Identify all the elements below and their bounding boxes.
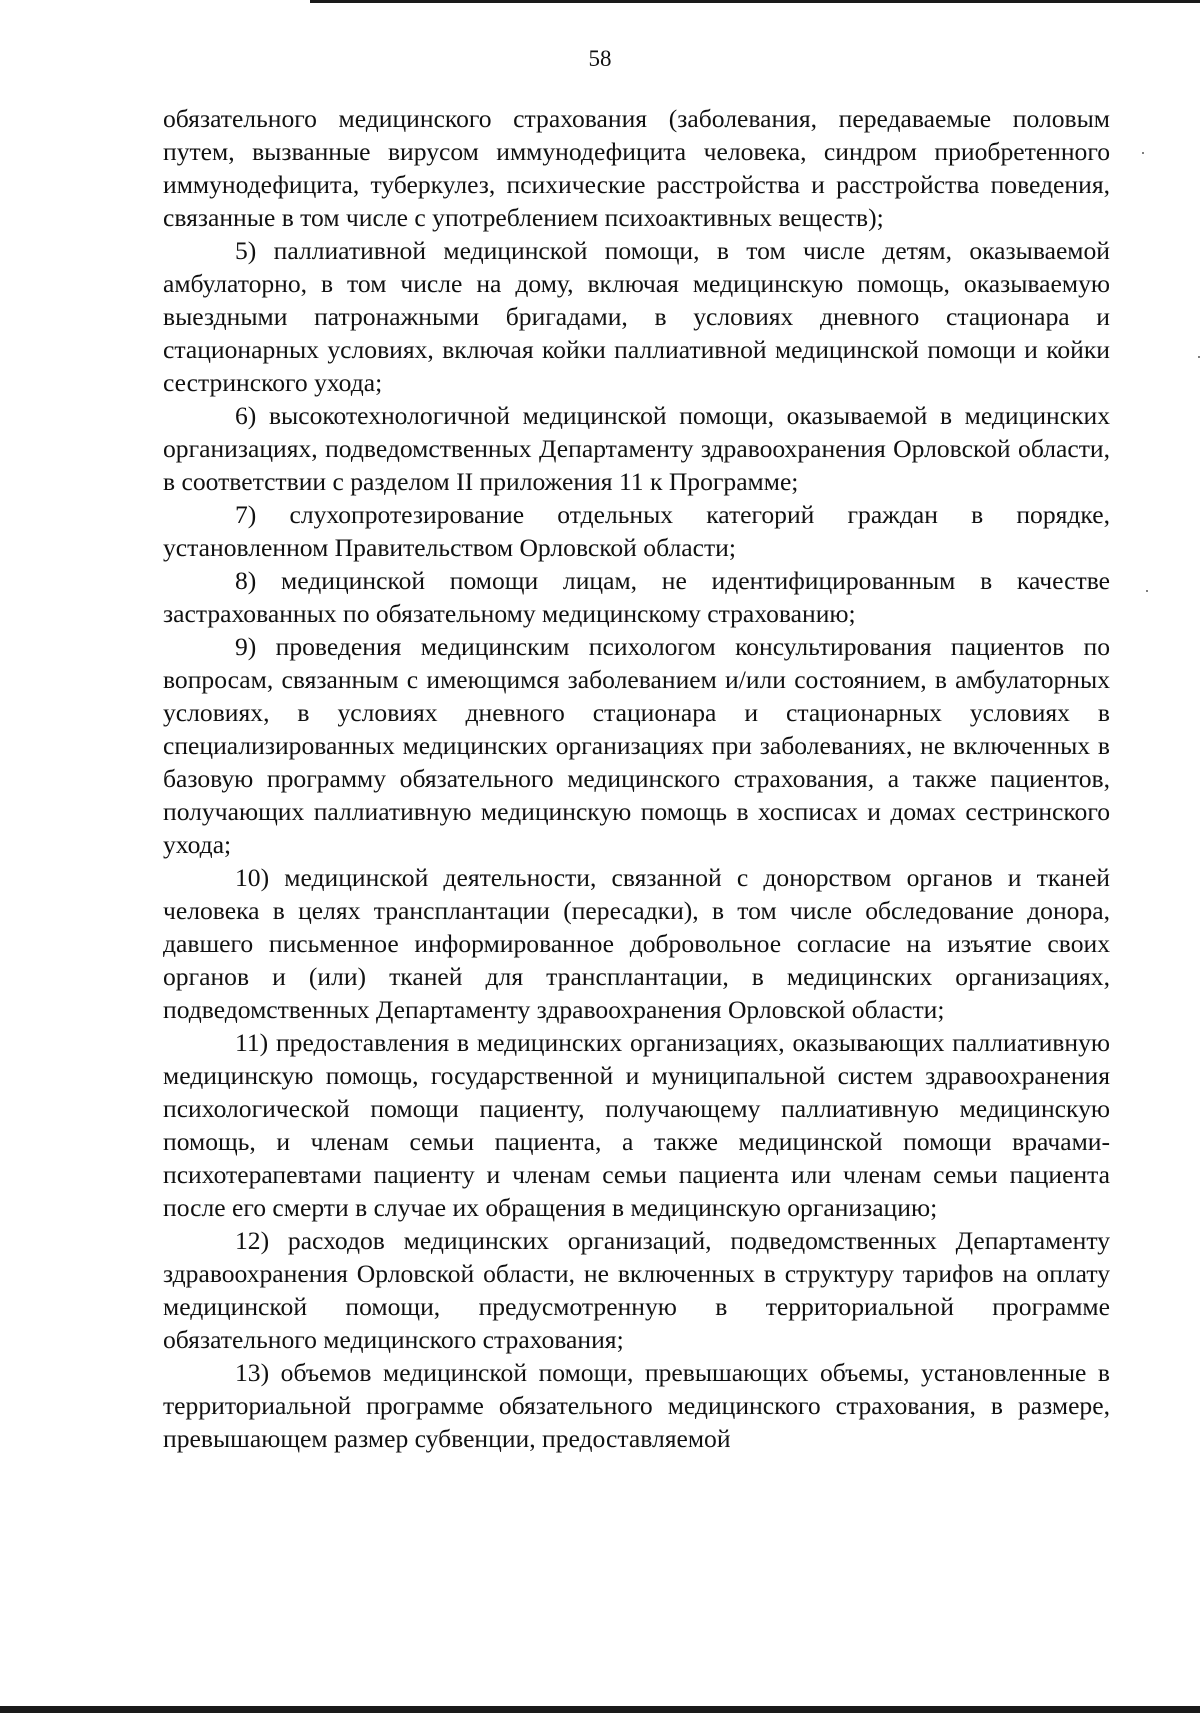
list-item-8: 8) медицинской помощи лицам, не идентифицированным в качестве застрахованных по обязательному медицинскому страхованию; [163, 566, 1110, 628]
document-body [163, 102, 1110, 1455]
scan-speck [1146, 590, 1148, 592]
scan-top-edge [310, 0, 1200, 3]
list-item-6: 6) высокотехнологичной медицинской помощи, оказываемой в медицинских организациях, подведомственных Департаменту здравоохранения Орловской области, в соответствии с разделом II приложения 11 к Программе; [163, 401, 1110, 496]
list-item-12: 12) расходов медицинских организаций, подведомственных Департаменту здравоохранения Орловской области, не включенных в структуру тарифов на оплату медицинской помощи, предусмотренную в территориальной программе обязательного медицинского страхования; [163, 1226, 1110, 1354]
scan-bottom-edge [0, 1706, 1200, 1713]
list-item-5: 5) паллиативной медицинской помощи, в том числе детям, оказываемой амбулаторно, в том числе на дому, включая медицинскую помощь, оказываемую выездными патронажными бригадами, в условиях дневного стационара и стационарных условиях, включая койки паллиативной медицинской помощи и койки сестринского ухода; [163, 236, 1110, 397]
list-item-9: 9) проведения медицинским психологом консультирования пациентов по вопросам, связанным с имеющимся заболеванием и/или состоянием, в амбулаторных условиях, в условиях дневного стационара и стационарных условиях в специализированных медицинских организациях при заболеваниях, не включенных в базовую программу обязательного медицинского страхования, а также пациентов, получающих паллиативную медицинскую помощь в хосписах и домах сестринского ухода; [163, 632, 1110, 859]
paragraph-continuation: обязательного медицинского страхования (заболевания, передаваемые половым путем, вызванные вирусом иммунодефицита человека, синдром приобретенного иммунодефицита, туберкулез, психические расстройства и расстройства поведения, связанные в том числе с употреблением психоактивных веществ); [163, 104, 1110, 232]
scan-speck [1142, 152, 1144, 154]
list-item-10: 10) медицинской деятельности, связанной с донорством органов и тканей человека в целях трансплантации (пересадки), в том числе обследование донора, давшего письменное информированное добровольное согласие на изъятие своих органов и (или) тканей для трансплантации, в медицинских организациях, подведомственных Департаменту здравоохранения Орловской области; [163, 863, 1110, 1024]
list-item-7: 7) слухопротезирование отдельных категорий граждан в порядке, установленном Правительством Орловской области; [163, 500, 1110, 562]
page-number: 58 [588, 46, 612, 71]
list-item-11: 11) предоставления в медицинских организациях, оказывающих паллиативную медицинскую помощь, государственной и муниципальной систем здравоохранения психологической помощи пациенту, получающему паллиативную медицинскую помощь, и членам семьи пациента, а также медицинской помощи врачами-психотерапевтами пациенту и членам семьи пациента или членам семьи пациента после его смерти в случае их обращения в медицинскую организацию; [163, 1028, 1110, 1222]
list-item-13: 13) объемов медицинской помощи, превышающих объемы, установленные в территориальной программе обязательного медицинского страхования, в размере, превышающем размер субвенции, предоставляемой [163, 1358, 1110, 1453]
